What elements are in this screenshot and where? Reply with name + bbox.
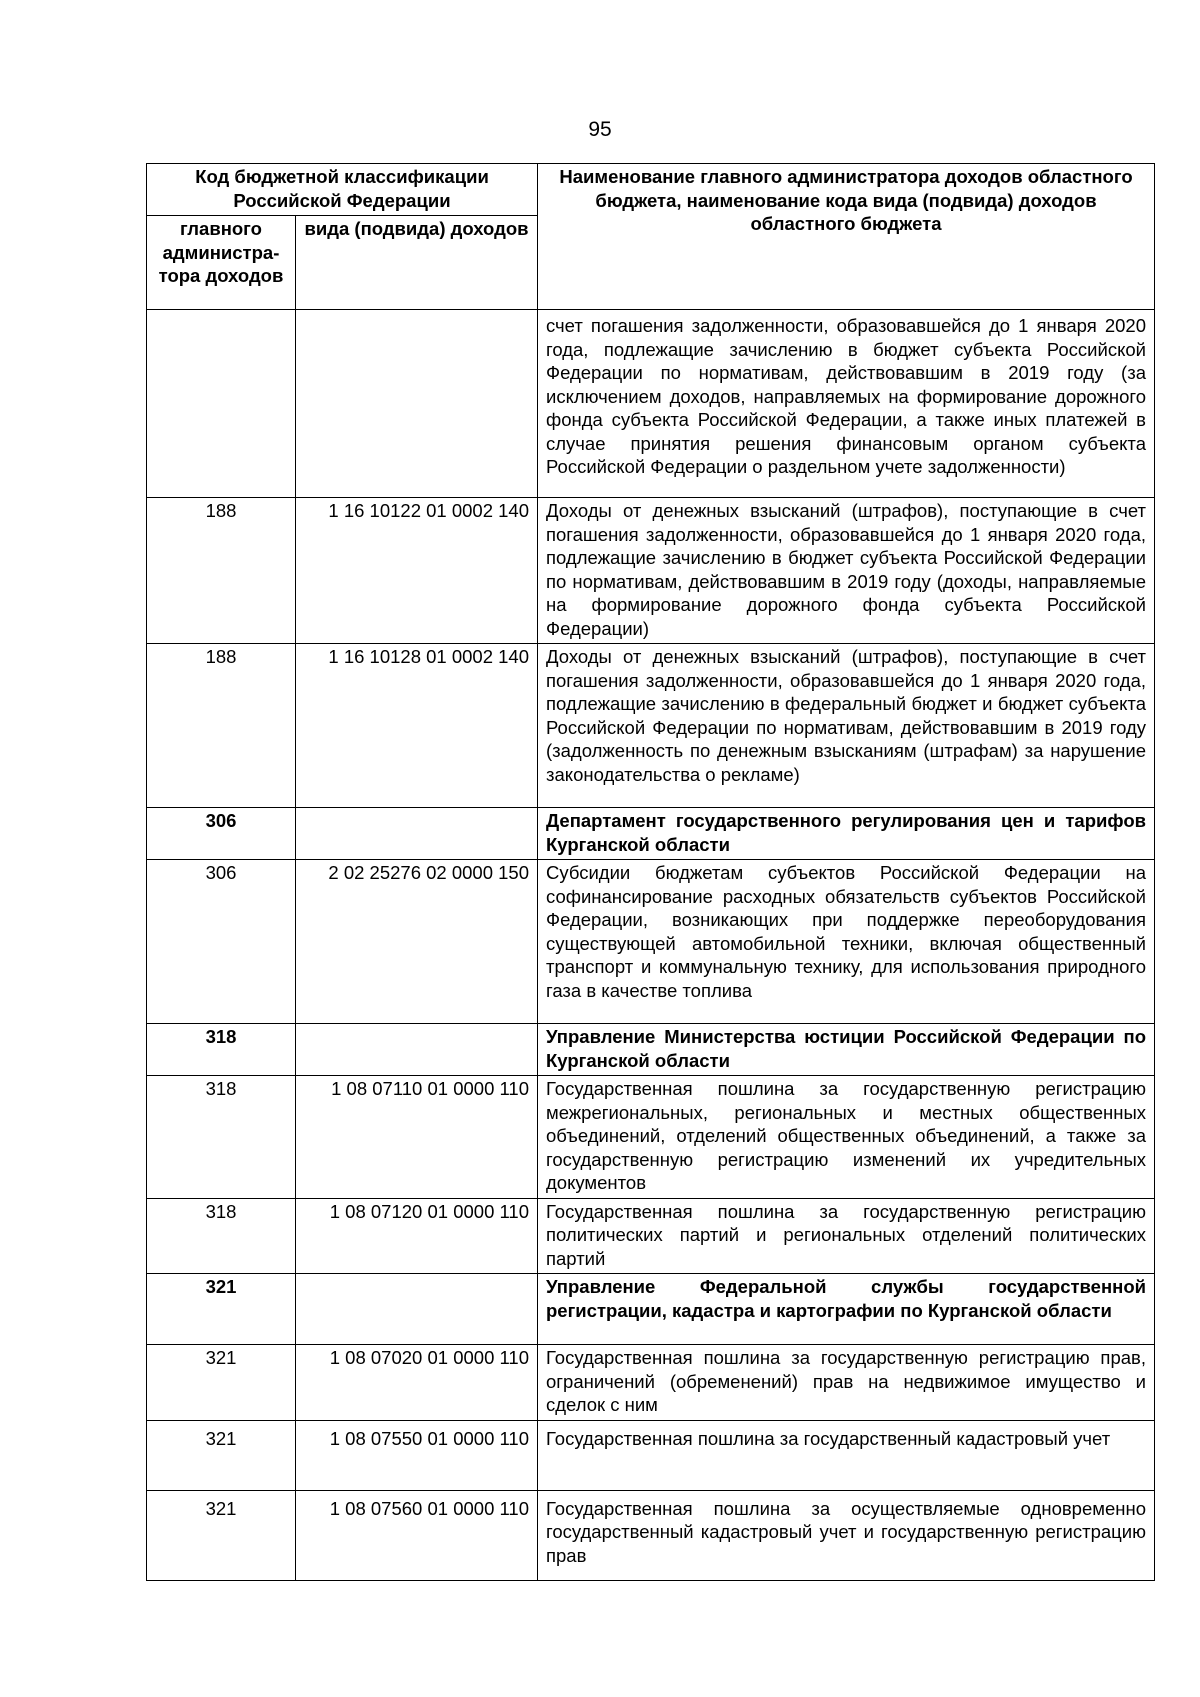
header-col-code: вида (подвида) доходов (296, 216, 538, 310)
table-row (147, 310, 1155, 498)
revenue-code-cell: 1 08 07120 01 0000 110 (296, 1198, 538, 1274)
table-row (147, 1024, 1155, 1076)
table-row (147, 1345, 1155, 1421)
admin-code-cell: 321 (147, 1490, 296, 1580)
revenue-name-cell: Государственная пошлина за государственную регистрацию межрегиональных, региональных и местных общественных объединений, отделений общественных объединений, а также за государственную регистрацию изменений их учредительных документов (538, 1076, 1155, 1199)
revenue-name-cell: Государственная пошлина за государственную регистрацию политических партий и региональных отделений политических партий (538, 1198, 1155, 1274)
header-col-name: Наименование главного администратора доходов областного бюджета, наименование кода вида (подвида) доходов областного бюджета (538, 164, 1155, 310)
table-row (147, 1420, 1155, 1490)
revenue-code-cell (296, 1274, 538, 1345)
administrator-name-cell: Управление Министерства юстиции Российской Федерации по Курганской области (538, 1024, 1155, 1076)
header-col-admin: главного администра-тора доходов (147, 216, 296, 310)
revenue-name-cell: Государственная пошлина за государственный кадастровый учет (538, 1420, 1155, 1490)
table-row (147, 644, 1155, 808)
table-row (147, 808, 1155, 860)
revenue-code-cell (296, 1024, 538, 1076)
table-row (147, 1274, 1155, 1345)
header-row-1 (147, 164, 1155, 216)
admin-code-cell: 188 (147, 498, 296, 644)
revenue-code-cell: 2 02 25276 02 0000 150 (296, 860, 538, 1024)
admin-code-cell: 321 (147, 1420, 296, 1490)
revenue-name-cell: Субсидии бюджетам субъектов Российской Федерации на софинансирование расходных обязательств субъектов Российской Федерации, возникающих при поддержке переоборудования существующей автомобильной техники, включая общественный транспорт и коммунальную технику, для использования природного газа в качестве топлива (538, 860, 1155, 1024)
table-row (147, 860, 1155, 1024)
admin-code-cell (147, 310, 296, 498)
administrator-name-cell: Управление Федеральной службы государственной регистрации, кадастра и картографии по Курганской области (538, 1274, 1155, 1345)
revenue-code-cell: 1 08 07110 01 0000 110 (296, 1076, 538, 1199)
admin-code-cell: 318 (147, 1198, 296, 1274)
header-group-title: Код бюджетной классификации Российской Федерации (147, 164, 538, 216)
budget-classification-table (146, 163, 1155, 1581)
page-number: 95 (588, 118, 612, 141)
revenue-name-cell: счет погашения задолженности, образовавшейся до 1 января 2020 года, подлежащие зачислению в бюджет субъекта Российской Федерации по нормативам, действовавшим в 2019 году (за исключением доходов, направляемых на формирование дорожного фонда субъекта Российской Федерации, а также иных платежей в случае принятия решения финансовым органом субъекта Российской Федерации о раздельном учете задолженности) (538, 310, 1155, 498)
administrator-name-cell: Департамент государственного регулирования цен и тарифов Курганской области (538, 808, 1155, 860)
admin-code-cell: 321 (147, 1345, 296, 1421)
revenue-code-cell: 1 08 07550 01 0000 110 (296, 1420, 538, 1490)
revenue-name-cell: Доходы от денежных взысканий (штрафов), поступающие в счет погашения задолженности, образовавшейся до 1 января 2020 года, подлежащие зачислению в бюджет субъекта Российской Федерации по нормативам, действовавшим в 2019 году (доходы, направляемые на формирование дорожного фонда субъекта Российской Федерации) (538, 498, 1155, 644)
table-row (147, 1490, 1155, 1580)
revenue-code-cell (296, 808, 538, 860)
admin-code-cell: 321 (147, 1274, 296, 1345)
admin-code-cell: 306 (147, 860, 296, 1024)
revenue-name-cell: Государственная пошлина за осуществляемые одновременно государственный кадастровый учет и государственную регистрацию прав (538, 1490, 1155, 1580)
revenue-code-cell: 1 08 07560 01 0000 110 (296, 1490, 538, 1580)
revenue-name-cell: Государственная пошлина за государственную регистрацию прав, ограничений (обременений) прав на недвижимое имущество и сделок с ним (538, 1345, 1155, 1421)
revenue-code-cell: 1 16 10122 01 0002 140 (296, 498, 538, 644)
table-row (147, 498, 1155, 644)
revenue-code-cell (296, 310, 538, 498)
table-row (147, 1076, 1155, 1199)
admin-code-cell: 188 (147, 644, 296, 808)
admin-code-cell: 306 (147, 808, 296, 860)
table-row (147, 1198, 1155, 1274)
admin-code-cell: 318 (147, 1024, 296, 1076)
revenue-code-cell: 1 16 10128 01 0002 140 (296, 644, 538, 808)
admin-code-cell: 318 (147, 1076, 296, 1199)
revenue-name-cell: Доходы от денежных взысканий (штрафов), поступающие в счет погашения задолженности, образовавшейся до 1 января 2020 года, подлежащие зачислению в федеральный бюджет и бюджет субъекта Российской Федерации по нормативам, действовавшим в 2019 году (задолженность по денежным взысканиям (штрафам) за нарушение законодательства о рекламе) (538, 644, 1155, 808)
revenue-code-cell: 1 08 07020 01 0000 110 (296, 1345, 538, 1421)
